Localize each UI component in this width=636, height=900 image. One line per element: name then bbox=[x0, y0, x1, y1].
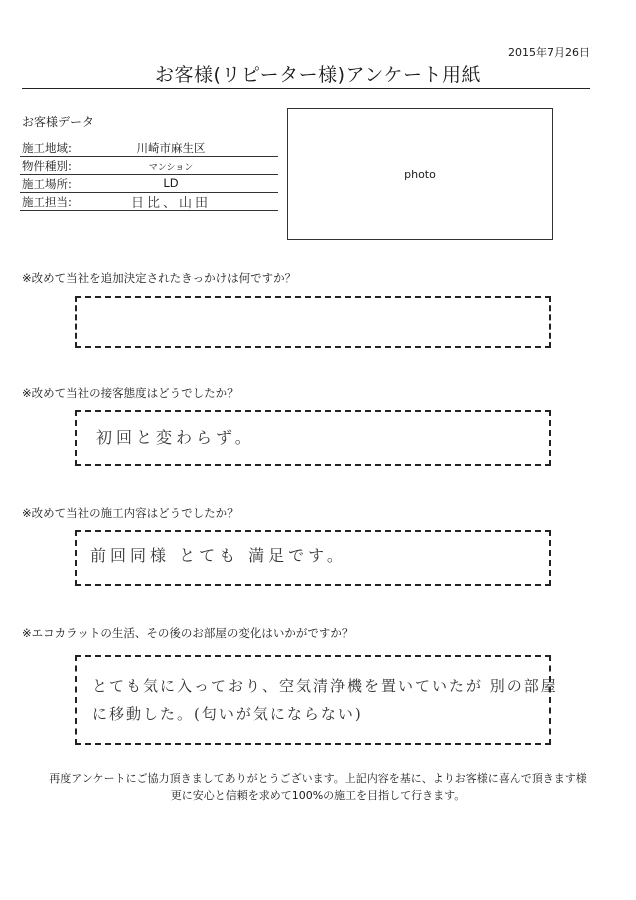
property-type-label: 物件種別: bbox=[22, 159, 72, 173]
answer-4-line-1: とても気に入っており、空気清浄機を置いていたが 別の部屋 bbox=[92, 677, 558, 695]
staff-label: 施工担当: bbox=[22, 195, 72, 209]
answer-4-line-2: に移動した。(匂いが気にならない) bbox=[92, 705, 363, 723]
footer-line-1: 再度アンケートにご協力頂きましてありがとうございます。上記内容を基に、よりお客様に喜んで頂きます様 bbox=[49, 772, 587, 785]
footer-line-2: 更に安心と信頼を求めて100%の施工を目指して行きます。 bbox=[170, 789, 466, 802]
photo-label: photo bbox=[404, 168, 436, 181]
location-value: LD bbox=[163, 176, 179, 190]
question-3: ※改めて当社の施工内容はどうでしたか？ bbox=[22, 506, 239, 520]
staff-value: 日比、山田 bbox=[130, 196, 211, 211]
page-title: お客様(リピーター様)アンケート用紙 bbox=[155, 64, 481, 86]
answer-box-1 bbox=[75, 296, 551, 348]
survey-date: 2015年7月26日 bbox=[508, 46, 590, 59]
customer-row-staff bbox=[20, 194, 278, 211]
customer-data-heading: お客様データ bbox=[22, 115, 95, 129]
question-2: ※改めて当社の接客態度はどうでしたか？ bbox=[22, 386, 239, 400]
question-1: ※改めて当社を追加決定されたきっかけは何ですか？ bbox=[22, 271, 297, 285]
customer-row-area bbox=[20, 140, 278, 157]
property-type-value: マンション bbox=[148, 163, 194, 173]
area-value: 川崎市麻生区 bbox=[136, 141, 206, 155]
area-label: 施工地域: bbox=[22, 141, 72, 155]
answer-2: 初回と変わらず。 bbox=[96, 428, 255, 447]
location-label: 施工場所: bbox=[22, 177, 72, 191]
customer-row-property-type bbox=[20, 158, 278, 175]
customer-row-location bbox=[20, 176, 278, 193]
title-underline bbox=[22, 88, 590, 89]
answer-3: 前回同様 とても 満足です。 bbox=[90, 546, 347, 565]
question-4: ※エコカラットの生活、その後のお部屋の変化はいかがですか？ bbox=[22, 626, 354, 640]
